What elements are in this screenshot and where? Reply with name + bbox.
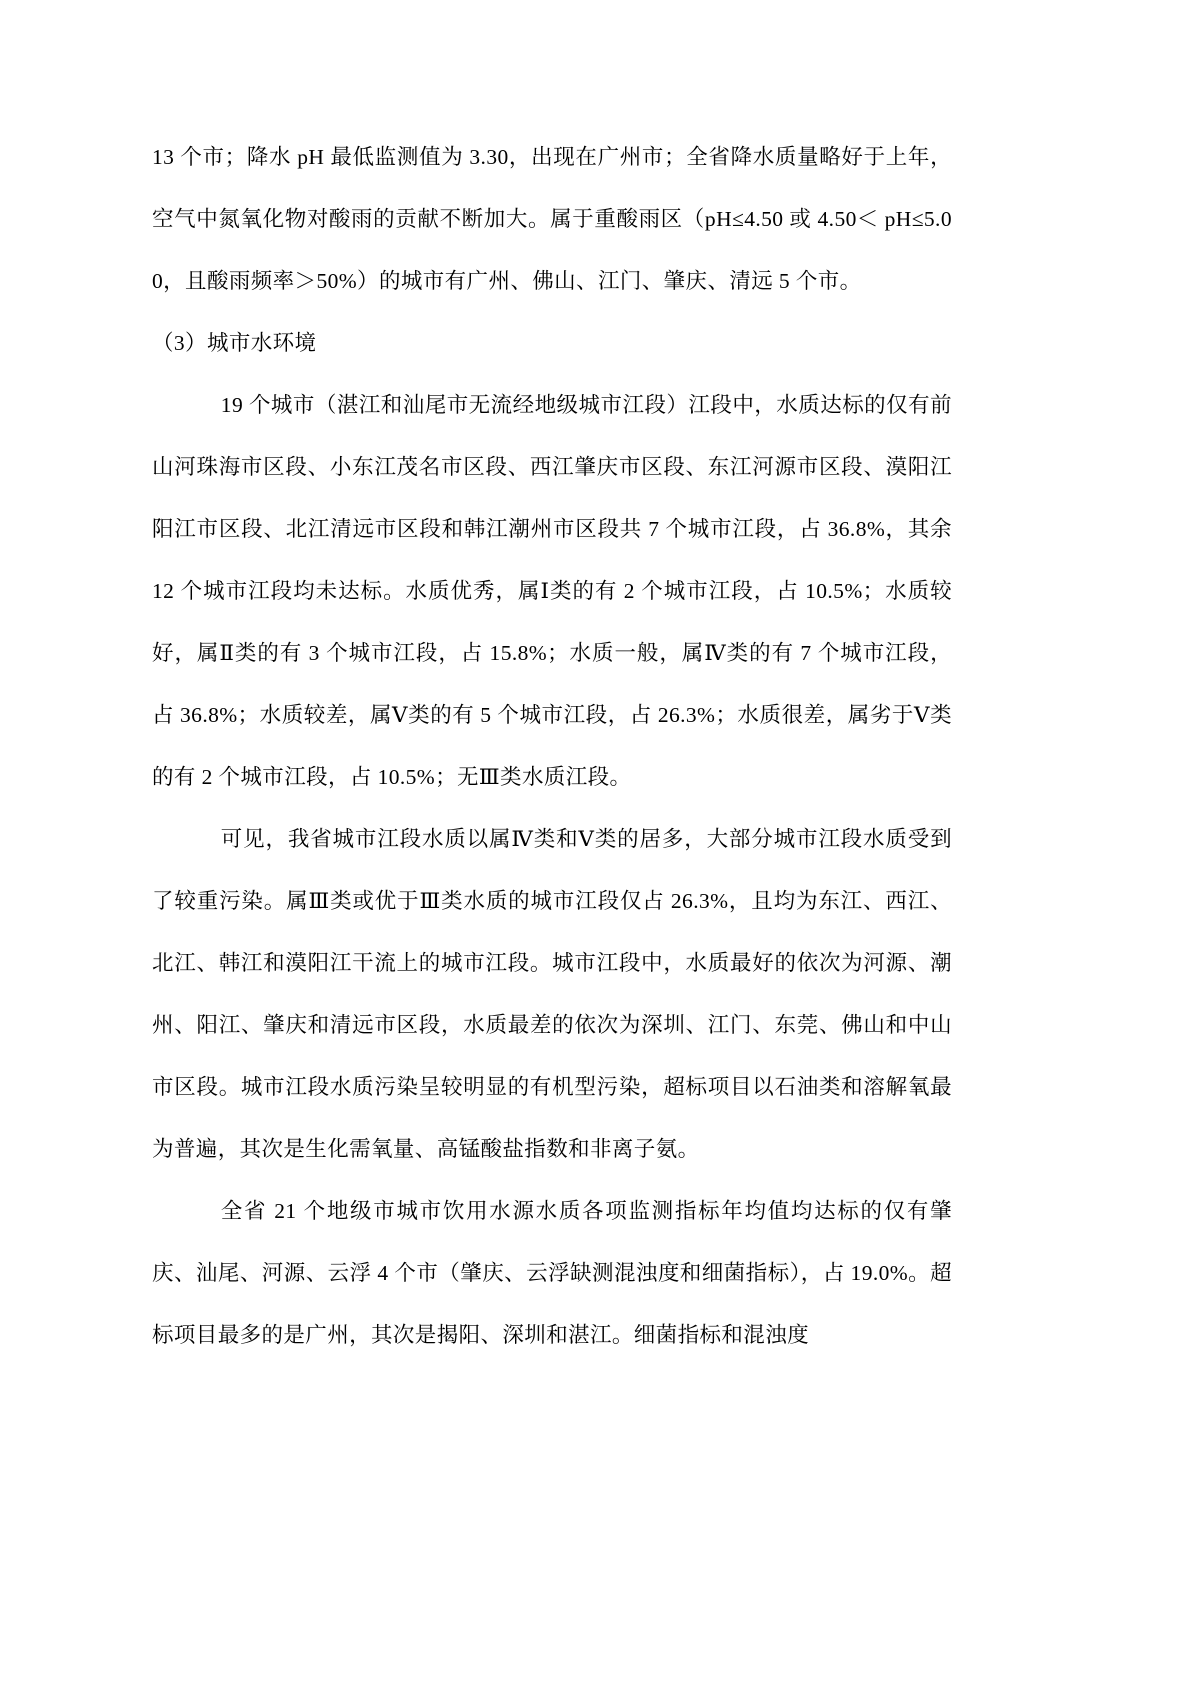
paragraph-pollution-analysis: 可见，我省城市江段水质以属Ⅳ类和Ⅴ类的居多，大部分城市江段水质受到了较重污染。属Ⅲ类或优于Ⅲ类水质的城市江段仅占 26.3%，且均为东江、西江、北江、韩江和漠阳江干流上的城市江段。城市江段中，水质最好的依次为河源、潮州、阳江、肇庆和清远市区段，水质最差的依次为深圳、江门、东莞、佛山和中山市区段。城市江段水质污染呈较明显的有机型污染，超标项目以石油类和溶解氧最为普遍，其次是生化需氧量、高锰酸盐指数和非离子氨。 <box>152 827 952 1161</box>
paragraph-acid-rain: 13 个市；降水 pH 最低监测值为 3.30，出现在广州市；全省降水质量略好于上年，空气中氮氧化物对酸雨的贡献不断加大。属于重酸雨区（pH≤4.50 或 4.50＜ pH≤5.00，且酸雨频率＞50%）的城市有广州、佛山、江门、肇庆、清远 5 个市。 <box>152 145 952 293</box>
paragraph-section-heading: （3）城市水环境 <box>152 331 317 355</box>
document-body <box>152 126 952 1366</box>
paragraph-river-quality: 19 个城市（湛江和汕尾市无流经地级城市江段）江段中，水质达标的仅有前山河珠海市区段、小东江茂名市区段、西江肇庆市区段、东江河源市区段、漠阳江阳江市区段、北江清远市区段和韩江潮州市区段共 7 个城市江段，占 36.8%，其余 12 个城市江段均未达标。水质优秀，属Ⅰ类的有 2 个城市江段，占 10.5%；水质较好，属Ⅱ类的有 3 个城市江段，占 15.8%；水质一般，属Ⅳ类的有 7 个城市江段，占 36.8%；水质较差，属Ⅴ类的有 5 个城市江段，占 26.3%；水质很差，属劣于Ⅴ类的有 2 个城市江段，占 10.5%；无Ⅲ类水质江段。 <box>152 393 952 789</box>
paragraph-drinking-water: 全省 21 个地级市城市饮用水源水质各项监测指标年均值均达标的仅有肇庆、汕尾、河源、云浮 4 个市（肇庆、云浮缺测混浊度和细菌指标），占 19.0%。超标项目最多的是广州，其次是揭阳、深圳和湛江。细菌指标和混浊度 <box>152 1199 952 1347</box>
